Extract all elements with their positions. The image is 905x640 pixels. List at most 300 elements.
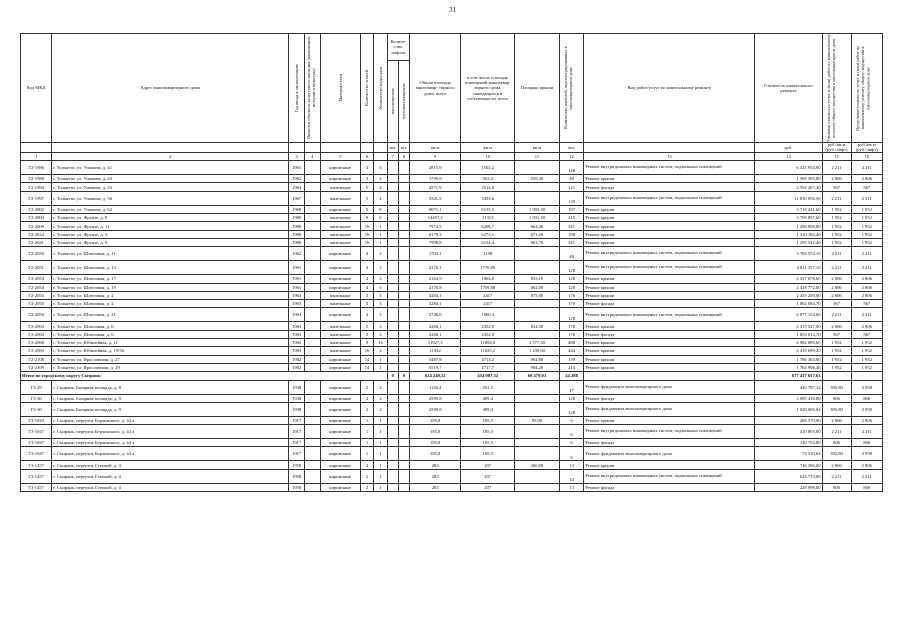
cell-addr: г. Сызрань, переулок Берлинского, д. 44 а — [52, 425, 289, 439]
cell-uc: 1 952 — [822, 214, 851, 222]
total-ta: 624 249,12 — [409, 372, 460, 380]
header-roof-area: Площадь крыши — [515, 34, 560, 143]
unit-cell — [584, 143, 755, 153]
column-number: 3 — [289, 153, 305, 161]
cell-uc: 1 952 — [822, 347, 851, 355]
cell-work: Ремонт крыши — [584, 355, 755, 363]
cell-lc — [398, 247, 409, 261]
cell-fl: 16 — [360, 222, 373, 230]
cell-en: 2 — [374, 402, 387, 416]
cell-code: Г2-1986 — [21, 161, 52, 175]
total-row — [21, 372, 883, 380]
cell-res: 48 — [559, 175, 584, 183]
cell-code: Г2-2009 — [21, 222, 52, 230]
cell-uc: 2 211 — [822, 191, 851, 205]
cell-lc — [398, 347, 409, 355]
cell-lp — [387, 183, 398, 191]
unit-cell: руб./кв.м (руб./лифт) — [822, 143, 851, 153]
cell-addr: г. Тольятти, ул. Юбилейная, д. 11 — [52, 339, 289, 347]
cell-pa: 2352,8 — [461, 322, 515, 330]
cell-uc: 567 — [822, 330, 851, 338]
cell-addr: г. Сызрань, переулок Берлинского, д. 44 а — [52, 439, 289, 447]
cell-mat: кирпичные — [320, 461, 360, 469]
cell-year: 1980 — [289, 238, 305, 246]
cell-heritage — [304, 291, 320, 299]
cell-cost: 266 570,00 — [755, 416, 822, 424]
cell-res: 128 — [559, 283, 584, 291]
cell-lc — [398, 214, 409, 222]
cell-mat: панельные — [320, 330, 360, 338]
cell-en: 3 — [374, 330, 387, 338]
cell-mat: кирпичные — [320, 205, 360, 213]
cell-uc: 1 952 — [822, 238, 851, 246]
cell-cost: 1 862 084,70 — [755, 300, 822, 308]
cell-mc: 1 952 — [851, 205, 882, 213]
cell-uc: 395,80 — [822, 402, 851, 416]
cell-ra — [515, 191, 560, 205]
cell-work: Ремонт крыши — [584, 339, 755, 347]
table-row — [21, 291, 883, 299]
table-row — [21, 175, 883, 183]
cell-year: 1983 — [289, 347, 305, 355]
cell-addr: г. Тольятти, ул. Ярославская, д. 27 — [52, 355, 289, 363]
cell-lc — [398, 439, 409, 447]
cell-en: 1 — [374, 238, 387, 246]
cell-lc — [398, 394, 409, 402]
cell-mc: 1 952 — [851, 355, 882, 363]
cell-cost: 1 310 182,40 — [755, 230, 822, 238]
cell-mc: 2 211 — [851, 469, 882, 483]
cell-mat: панельные — [320, 347, 360, 355]
cell-fl: 14 — [360, 363, 373, 371]
column-number: 12 — [559, 153, 584, 161]
cell-res: 13 — [559, 469, 584, 483]
cell-ta: 185,8 — [409, 439, 460, 447]
cell-lp — [387, 347, 398, 355]
cell-fl: 4 — [360, 283, 373, 291]
cell-addr: г. Тольятти, ул. Юбилейная, д. 19/56 — [52, 347, 289, 355]
cell-work: Ремонт фасада — [584, 394, 755, 402]
cell-mc: 2 806 — [851, 275, 882, 283]
cell-code: Г3-1047 — [21, 439, 52, 447]
cell-ta: 7974,5 — [409, 222, 460, 230]
cell-code: Г2-1997 — [21, 191, 52, 205]
cell-heritage — [304, 230, 320, 238]
cell-ta: 5519,7 — [409, 363, 460, 371]
cell-heritage — [304, 330, 320, 338]
cell-lp — [387, 191, 398, 205]
table-body — [21, 161, 883, 492]
cell-code: Г2-2068 — [21, 339, 52, 347]
cell-fl: 14 — [360, 355, 373, 363]
cell-en: 3 — [374, 308, 387, 322]
cell-uc: 567 — [822, 300, 851, 308]
table-row — [21, 402, 883, 416]
cell-pa: 207 — [461, 461, 515, 469]
cell-lp — [387, 363, 398, 371]
cell-lc — [398, 447, 409, 461]
cell-ta: 2815,9 — [409, 161, 460, 175]
cell-ra — [515, 308, 560, 322]
cell-fl: 5 — [360, 291, 373, 299]
cell-code: Г2-2051 — [21, 261, 52, 275]
cell-cost: 6 077 154,60 — [755, 308, 822, 322]
cell-fl: 3 — [360, 175, 373, 183]
cell-year: 1961 — [289, 161, 305, 175]
cell-uc: 2 806 — [822, 175, 851, 183]
cell-ra: 266,00 — [515, 461, 560, 469]
cell-heritage — [304, 394, 320, 402]
cell-lp — [387, 300, 398, 308]
cell-fl: 9 — [360, 214, 373, 222]
cell-work: Ремонт крыши — [584, 363, 755, 371]
cell-cost: 1 296 908,80 — [755, 222, 822, 230]
table-row — [21, 394, 883, 402]
cell-heritage — [304, 205, 320, 213]
column-number: 15 — [822, 153, 851, 161]
cell-fl: 16 — [360, 347, 373, 355]
cell-ra — [515, 469, 560, 483]
cell-year: 1938 — [289, 402, 305, 416]
cell-mat: панельные — [320, 222, 360, 230]
total-empty — [584, 372, 755, 380]
header-premises-area: в том числе площадь помещений многоквар- тирного дома, находящихся в собственности, всего — [461, 34, 515, 143]
cell-mat: кирпичные — [320, 425, 360, 439]
table-row — [21, 416, 883, 424]
cell-lc — [398, 238, 409, 246]
header-lifts-cargo: грузопассажирских — [401, 83, 407, 120]
cell-ta: 185,8 — [409, 416, 460, 424]
cell-ta: 8071,1 — [409, 205, 460, 213]
cell-year: 1958 — [289, 461, 305, 469]
cell-work: Ремонт крыши — [584, 283, 755, 291]
cell-pa: 4717,7 — [461, 363, 515, 371]
cell-work: Ремонт крыши — [584, 175, 755, 183]
cell-res: 121 — [559, 183, 584, 191]
cell-code: Г3-1047 — [21, 447, 52, 461]
cell-res: 176 — [559, 291, 584, 299]
cell-cost: 410 803,80 — [755, 425, 822, 439]
cell-cost: 2 313 547,00 — [755, 322, 822, 330]
table-row — [21, 222, 883, 230]
cell-ta: 2599,8 — [409, 402, 460, 416]
cell-ra — [515, 483, 560, 491]
cell-res: 198 — [559, 230, 584, 238]
cell-cost: 1 764 998,40 — [755, 363, 822, 371]
cell-mat: панельные — [320, 339, 360, 347]
cell-mc: 1 952 — [851, 339, 882, 347]
cell-year: 1958 — [289, 483, 305, 491]
cell-ta: 2599,8 — [409, 394, 460, 402]
cell-addr: г. Сызрань, Базарная площадь, д. 8 — [52, 380, 289, 394]
cell-year: 1982 — [289, 363, 305, 371]
cell-year: 1982 — [289, 339, 305, 347]
cell-res: 139 — [559, 355, 584, 363]
cell-pa: 185,5 — [461, 439, 515, 447]
cell-en: 8 — [374, 205, 387, 213]
cell-en: 3 — [374, 300, 387, 308]
cell-uc: 1 952 — [822, 230, 851, 238]
cell-fl: 2 — [360, 469, 373, 483]
cell-ta: 1703,1 — [409, 247, 460, 261]
cell-en: 2 — [374, 380, 387, 394]
cell-mc: 1 952 — [851, 363, 882, 371]
column-number: 5 — [320, 153, 360, 161]
cell-fl: 2 — [360, 402, 373, 416]
cell-uc: 1 952 — [822, 363, 851, 371]
cell-fl: 9 — [360, 339, 373, 347]
table-row — [21, 214, 883, 222]
cell-uc: 395,80 — [822, 380, 851, 394]
cell-pa: 185,5 — [461, 425, 515, 439]
cell-work: Ремонт фасада — [584, 330, 755, 338]
cell-mc: 2 806 — [851, 283, 882, 291]
column-number: 4 — [304, 153, 320, 161]
cell-ra — [515, 183, 560, 191]
cell-mc: 2 806 — [851, 322, 882, 330]
cell-ra — [515, 247, 560, 261]
cell-lc — [398, 161, 409, 175]
cell-pa: 952,2 — [461, 175, 515, 183]
table-row — [21, 447, 883, 461]
cell-uc: 1 952 — [822, 205, 851, 213]
cell-lc — [398, 222, 409, 230]
cell-heritage — [304, 402, 320, 416]
cell-mc: 2 806 — [851, 461, 882, 469]
cell-lp — [387, 161, 398, 175]
cell-code: Г3-1457 — [21, 469, 52, 483]
cell-year: 1964 — [289, 308, 305, 322]
cell-code: Г2-2002 — [21, 205, 52, 213]
header-residents: Количество жителей, зарегистрированных в многоквартирном доме — [562, 46, 573, 130]
cell-mat: кирпичные — [320, 161, 360, 175]
cell-lp — [387, 308, 398, 322]
total-lp: 0 — [387, 372, 398, 380]
cell-uc: 395,80 — [822, 447, 851, 461]
cell-addr: г. Сызрань, Базарная площадь, д. 9 — [52, 402, 289, 416]
cell-ta: 5487,8 — [409, 355, 460, 363]
cell-mc: 2 211 — [851, 261, 882, 275]
cell-mc: 2 211 — [851, 191, 882, 205]
table-row — [21, 339, 883, 347]
cell-mat: панельные — [320, 238, 360, 246]
unit-cell: шт. — [387, 143, 398, 153]
header-material: Материал стен — [337, 74, 343, 102]
unit-cell: кв.м — [461, 143, 515, 153]
cell-heritage — [304, 380, 320, 394]
cell-mat: кирпичные — [320, 363, 360, 371]
cell-year: 1964 — [289, 183, 305, 191]
cell-mc: 567 — [851, 183, 882, 191]
header-cost: Стоимость капитального ремонта — [755, 34, 822, 143]
cell-lc — [398, 308, 409, 322]
cell-en: 3 — [374, 275, 387, 283]
table-row — [21, 483, 883, 491]
cell-en: 3 — [374, 322, 387, 330]
cell-lp — [387, 247, 398, 261]
cell-cost: 3 095 438,80 — [755, 394, 822, 402]
table-row — [21, 347, 883, 355]
unit-cell — [320, 143, 360, 153]
cell-mat: кирпичные — [320, 469, 360, 483]
cell-work: Ремонт крыши — [584, 222, 755, 230]
cell-uc: 1 952 — [822, 339, 851, 347]
unit-cell: шт. — [398, 143, 409, 153]
cell-code: Г2-2063 — [21, 330, 52, 338]
cell-res: 176 — [559, 330, 584, 338]
cell-res: 48 — [559, 247, 584, 261]
cell-fl: 5 — [360, 183, 373, 191]
cell-addr: г. Сызрань, переулок Берлинского, д. 44 а — [52, 416, 289, 424]
cell-year: 1917 — [289, 439, 305, 447]
cell-addr: г. Тольятти, ул. Шлюзовая, д. 2 — [52, 300, 289, 308]
cell-mc: 1 952 — [851, 238, 882, 246]
cell-res: 128 — [559, 161, 584, 175]
cell-ta: 14457,2 — [409, 214, 460, 222]
cell-ta: 2164,9 — [409, 275, 460, 283]
total-empty — [851, 372, 882, 380]
cell-addr: г. Тольятти, ул. Ушакова, д. 43 — [52, 175, 289, 183]
cell-ta: 2748,6 — [409, 308, 460, 322]
cell-lc — [398, 483, 409, 491]
cell-uc: 2 806 — [822, 416, 851, 424]
cell-pa: 1864,8 — [461, 275, 515, 283]
cell-ra: 1 903,30 — [515, 205, 560, 213]
cell-res: 6 — [559, 439, 584, 447]
cell-lp — [387, 230, 398, 238]
cell-mat: кирпичные — [320, 247, 360, 261]
total-cost: 677 437 657,63 — [755, 372, 822, 380]
cell-heritage — [304, 261, 320, 275]
cell-heritage — [304, 339, 320, 347]
cell-mc: 1 952 — [851, 222, 882, 230]
cell-res: 6 — [559, 447, 584, 461]
cell-en: 2 — [374, 175, 387, 183]
cell-fl: 16 — [360, 230, 373, 238]
cell-cost: 2 455 250,00 — [755, 291, 822, 299]
cell-res: 6 — [559, 416, 584, 424]
cell-lp — [387, 355, 398, 363]
cell-code: Г2-2055 — [21, 300, 52, 308]
cell-heritage — [304, 275, 320, 283]
cell-lc — [398, 291, 409, 299]
cell-pa: 6272,1 — [461, 230, 515, 238]
cell-cost: 1 569 395,80 — [755, 175, 822, 183]
cell-lc — [398, 322, 409, 330]
cell-addr: г. Сызрань, Базарная площадь, д. 9 — [52, 394, 289, 402]
cell-mc: 806 — [851, 483, 882, 491]
cell-en: 1 — [374, 469, 387, 483]
cell-uc: 2 211 — [822, 308, 851, 322]
cell-res: 139 — [559, 191, 584, 205]
cell-mc: 567 — [851, 300, 882, 308]
column-number — [374, 153, 387, 161]
cell-work: Ремонт фундамента многоквартирного дома — [584, 447, 755, 461]
cell-year: 1962 — [289, 175, 305, 183]
cell-lc — [398, 330, 409, 338]
cell-pa: 6208,7 — [461, 222, 515, 230]
table-row — [21, 425, 883, 439]
unit-cell: чел. — [559, 143, 584, 153]
cell-ra — [515, 425, 560, 439]
cell-lc — [398, 300, 409, 308]
cell-res: 47 — [559, 380, 584, 394]
cell-year: 1980 — [289, 214, 305, 222]
cell-addr: г. Тольятти, ул. Ушакова, д. 41 — [52, 161, 289, 175]
cell-lp — [387, 205, 398, 213]
cell-lp — [387, 322, 398, 330]
cell-uc: 806 — [822, 439, 851, 447]
cell-en: 1 — [374, 483, 387, 491]
cell-year: 1963 — [289, 300, 305, 308]
cell-ta: 2176,8 — [409, 283, 460, 291]
cell-mat: панельные — [320, 191, 360, 205]
table-row — [21, 230, 883, 238]
cell-work: Ремонт внутридомовых инженерных систем, подвальных помещений — [584, 161, 755, 175]
cell-code: Г2-2054 — [21, 283, 52, 291]
table-row — [21, 300, 883, 308]
cell-en: 3 — [374, 161, 387, 175]
column-number: 10 — [461, 153, 515, 161]
cell-ta: 3268,1 — [409, 330, 460, 338]
cell-cost: 6 982 889,60 — [755, 339, 822, 347]
cell-ra: 664,40 — [515, 222, 560, 230]
cell-fl: 5 — [360, 191, 373, 205]
cell-mat: кирпичные — [320, 439, 360, 447]
cell-res: 176 — [559, 300, 584, 308]
cell-lp — [387, 222, 398, 230]
cell-ra: 904,90 — [515, 355, 560, 363]
cell-res: 6 — [559, 425, 584, 439]
cell-cost: 6 325 954,90 — [755, 161, 822, 175]
column-number: 9 — [409, 153, 460, 161]
cell-mat: кирпичные — [320, 355, 360, 363]
cell-ra: 95,00 — [515, 416, 560, 424]
cell-heritage — [304, 447, 320, 461]
cell-code: Г3-29 — [21, 380, 52, 394]
cell-addr: г. Тольятти, ул. Ушакова, д. 53 — [52, 183, 289, 191]
table-row — [21, 275, 883, 283]
cell-pa: 6155,3 — [461, 205, 515, 213]
cell-mc: 1 952 — [851, 214, 882, 222]
cell-mc: 2 211 — [851, 247, 882, 261]
cell-lc — [398, 175, 409, 183]
cell-addr: г. Тольятти, ул. Ушакова, д. 62 — [52, 205, 289, 213]
table-row — [21, 283, 883, 291]
cell-en: 1 — [374, 447, 387, 461]
cell-fl: 4 — [360, 261, 373, 275]
table-row — [21, 261, 883, 275]
cell-fl: 4 — [360, 308, 373, 322]
cell-ta: 185,8 — [409, 425, 460, 439]
cell-ta: 283 — [409, 483, 460, 491]
header-unit-cost: Удельная стоимость услуг и (или) работ по капитальному ремонту общего имущества в многоквартирном доме — [825, 34, 836, 142]
cell-year: 1958 — [289, 469, 305, 483]
cell-mat: кирпичные — [320, 394, 360, 402]
cell-lp — [387, 394, 398, 402]
table-row — [21, 469, 883, 483]
cell-work: Ремонт внутридомовых инженерных систем, подвальных помещений — [584, 308, 755, 322]
cell-res: 128 — [559, 261, 584, 275]
cell-addr: г. Тольятти, ул. Шлюзовая, д. 19 — [52, 283, 289, 291]
cell-code: Г3-30 — [21, 394, 52, 402]
cell-res: 488 — [559, 339, 584, 347]
cell-addr: г. Тольятти, ул. Шлюзовая, д. 6 — [52, 330, 289, 338]
header-code: Код МКД — [21, 34, 52, 143]
cell-code: Г3-30 — [21, 402, 52, 416]
cell-ra: 671,20 — [515, 230, 560, 238]
cell-code: Г2-2004 — [21, 214, 52, 222]
